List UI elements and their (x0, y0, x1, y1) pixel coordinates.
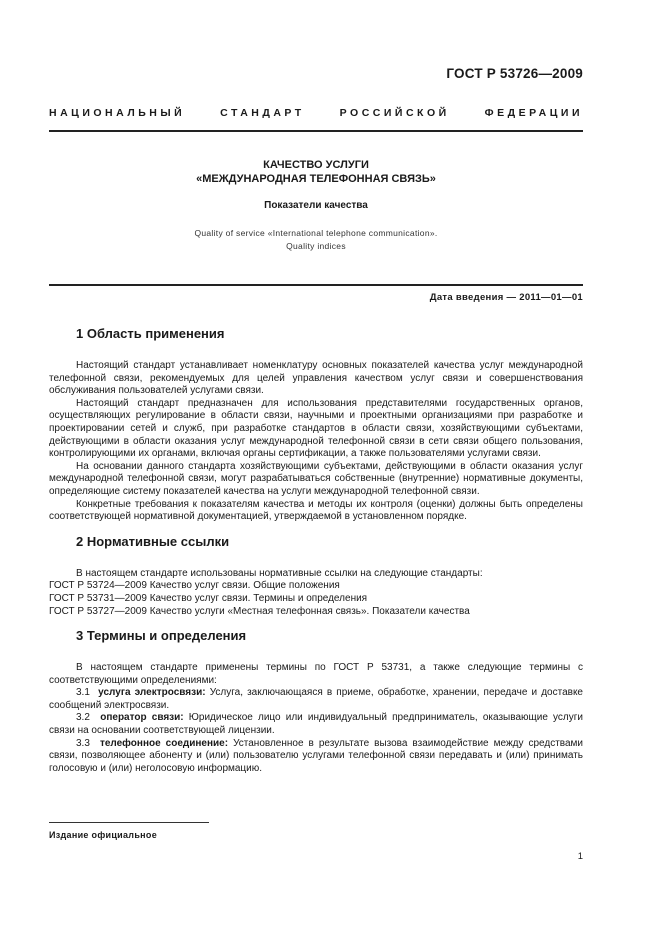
term-text: Услуга, заключающаяся в приеме, обработке, хранении, передаче и доставке сообщений электросвязи. (49, 687, 583, 711)
section-3-intro: В настоящем стандарте применены термины по ГОСТ Р 53731, а также следующие термины с соответствующими определениями: (49, 662, 583, 686)
national-standard-banner: НАЦИОНАЛЬНЫЙ СТАНДАРТ РОССИЙСКОЙ ФЕДЕРАЦИИ (49, 107, 583, 119)
section-1-paragraph: Настоящий стандарт устанавливает номенклатуру основных показателей качества услуг международной телефонной связи, рекомендуемых для целей управления качеством услуг связи и совершенствования обслуживания пользователей услугами связи. (49, 360, 583, 397)
title-line-2: «МЕЖДУНАРОДНАЯ ТЕЛЕФОННАЯ СВЯЗЬ» (196, 173, 436, 185)
section-3-title: 3 Термины и определения (76, 628, 247, 644)
english-title-line-1: Quality of service «International telephone communication». (194, 228, 438, 238)
term-number: 3.3 (76, 737, 90, 749)
section-1-paragraph: На основании данного стандарта хозяйствующими субъектами, действующими в области оказания услуг международной телефонной связи, могут разрабатываться собственные (внутренние) нормативные документы, определяющие систему показателей качества на услуги международной телефонной связи. (49, 460, 583, 497)
term-text: Юридическое лицо или индивидуальный предприниматель, оказывающие услуги связи на основании соответствующей лицензии. (49, 712, 583, 737)
introduction-date: Дата введения — 2011—01—01 (429, 292, 583, 303)
header-divider (49, 130, 583, 132)
term-name: телефонное соединение: (99, 737, 229, 749)
term-number: 3.1 (76, 687, 90, 699)
english-title (49, 227, 583, 252)
section-2-title: 2 Нормативные ссылки (76, 533, 230, 549)
normative-reference: ГОСТ Р 53724—2009 Качество услуг связи. Общие положения (49, 580, 340, 592)
english-title-line-2: Quality indices (286, 240, 346, 251)
term-name: услуга электросвязи: (98, 687, 206, 699)
term-definition (49, 712, 583, 737)
official-edition-label: Издание официальное (49, 830, 158, 840)
subtitle: Показатели качества (264, 200, 368, 211)
section-1-paragraph: Настоящий стандарт предназначен для использования представителями государственных органов, осуществляющих регулирование в области связи, научными и проектными организациями при разработке и проектировании сетей и служб, при разработке стандартов в области связи, хозяйствующими субъектами, действующими в области оказания услуг международной телефонной связи в сети связи общего пользования, контролирующими их органами, включая органы сертификации, а также пользователями услугами связи. (49, 397, 583, 460)
term-text: Установленное в результате вызова взаимодействие между средствами связи, позволяющее абоненту и (или) пользователю услугами телефонной связи передавать и (или) принимать голосовую и (или) неголосовую информацию. (49, 737, 584, 774)
footer-divider (49, 822, 209, 823)
title-block (49, 158, 583, 252)
term-name: оператор связи: (100, 712, 184, 724)
document-body (49, 326, 583, 775)
term-definition (49, 738, 583, 776)
page-number: 1 (577, 851, 583, 862)
section-1-title: 1 Область применения (76, 326, 225, 341)
normative-reference: ГОСТ Р 53731—2009 Качество услуг связи. Термины и определения (49, 592, 368, 604)
term-definition (49, 687, 583, 712)
normative-reference: ГОСТ Р 53727—2009 Качество услуги «Местная телефонная связь». Показатели качества (49, 605, 470, 617)
section-2-intro: В настоящем стандарте использованы нормативные ссылки на следующие стандарты: (76, 567, 483, 579)
title-line-1: КАЧЕСТВО УСЛУГИ (263, 159, 369, 171)
term-number: 3.2 (76, 712, 90, 724)
section-1-paragraph: Конкретные требования к показателям качества и методы их контроля (оценки) должны быть определены соответствующей нормативной документацией, утверждаемой в установленном порядке. (49, 498, 583, 523)
document-code: ГОСТ Р 53726—2009 (446, 66, 583, 81)
title-divider (49, 284, 583, 286)
